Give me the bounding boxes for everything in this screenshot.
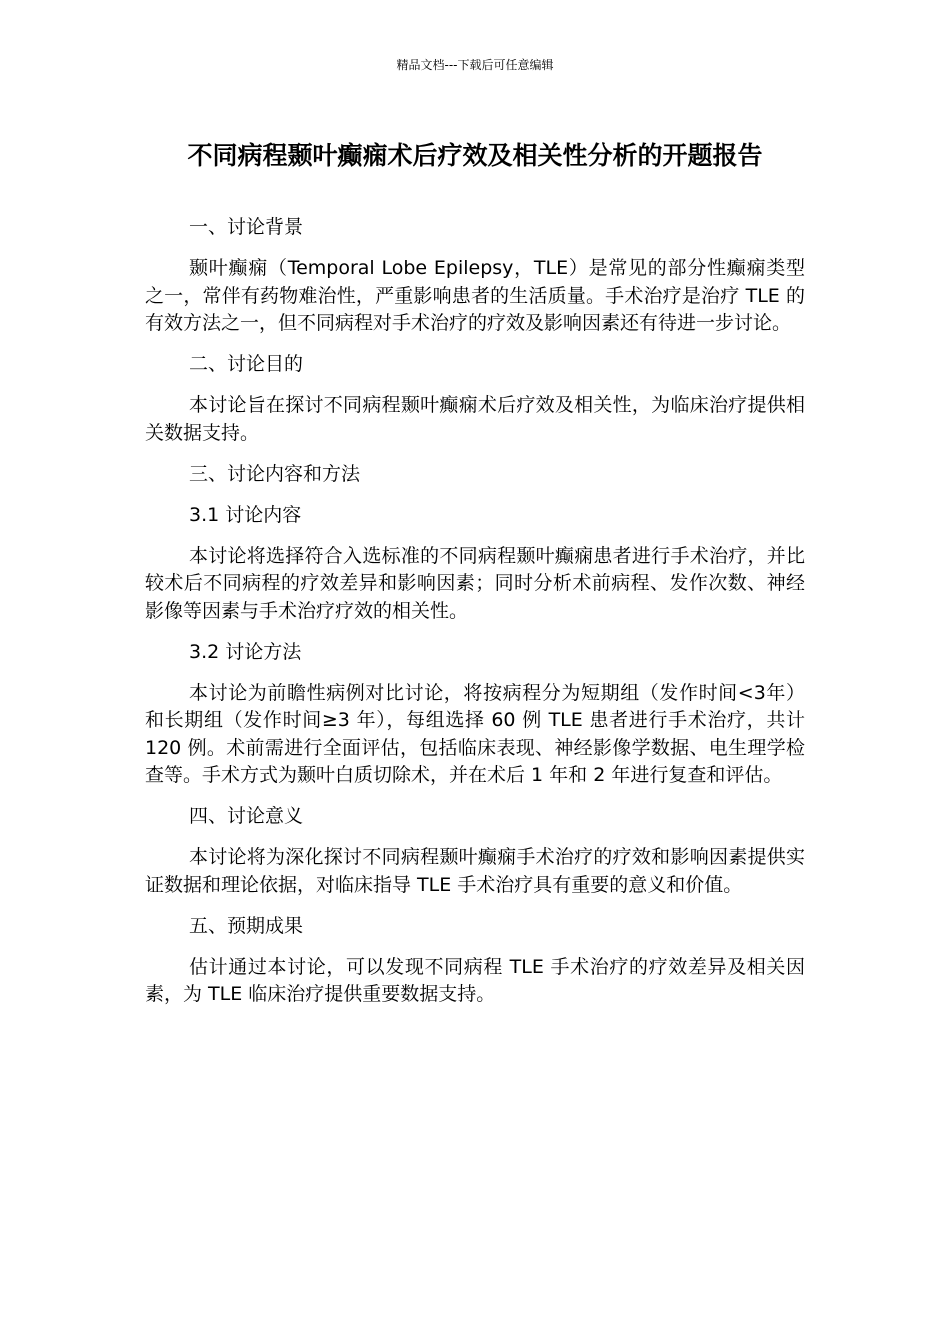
paragraph-method: 本讨论为前瞻性病例对比讨论，将按病程分为短期组（发作时间<3年）和长期组（发作时间≥3 年），每组选择 60 例 TLE 患者进行手术治疗，共计 120 例。术前需进行全面评估，包括临床表现、神经影像学数据、电生理学检查等。手术方式为颞叶白质切除术，并在术后 1 年和 2 年进行复查和评估。 — [145, 681, 805, 786]
subsection-heading-content: 3.1 讨论内容 — [189, 503, 302, 526]
page-header-note: 精品文档---下载后可任意编辑 — [396, 58, 554, 72]
section-heading-significance: 四、讨论意义 — [189, 805, 304, 827]
paragraph-significance: 本讨论将为深化探讨不同病程颞叶癫痫手术治疗的疗效和影响因素提供实证数据和理论依据，对临床指导 TLE 手术治疗具有重要的意义和价值。 — [145, 846, 805, 896]
paragraph-content: 本讨论将选择符合入选标准的不同病程颞叶癫痫患者进行手术治疗，并比较术后不同病程的疗效差异和影响因素；同时分析术前病程、发作次数、神经影像等因素与手术治疗疗效的相关性。 — [145, 544, 805, 622]
subsection-heading-method: 3.2 讨论方法 — [189, 640, 302, 663]
paragraph-purpose: 本讨论旨在探讨不同病程颞叶癫痫术后疗效及相关性，为临床治疗提供相关数据支持。 — [145, 394, 805, 444]
paragraph-expected-results: 估计通过本讨论，可以发现不同病程 TLE 手术治疗的疗效差异及相关因素，为 TLE 临床治疗提供重要数据支持。 — [145, 955, 805, 1005]
document-body — [145, 214, 805, 1009]
paragraph-background: 颞叶癫痫（Temporal Lobe Epilepsy，TLE）是常见的部分性癫痫类型之一，常伴有药物难治性，严重影响患者的生活质量。手术治疗是治疗 TLE 的有效方法之一，但不同病程对手术治疗的疗效及影响因素还有待进一步讨论。 — [145, 257, 805, 334]
document-title: 不同病程颞叶癫痫术后疗效及相关性分析的开题报告 — [187, 141, 763, 170]
section-heading-content-method: 三、讨论内容和方法 — [189, 462, 361, 485]
section-heading-expected-results: 五、预期成果 — [189, 914, 304, 937]
section-heading-purpose: 二、讨论目的 — [189, 353, 304, 375]
section-heading-background: 一、讨论背景 — [189, 216, 304, 238]
